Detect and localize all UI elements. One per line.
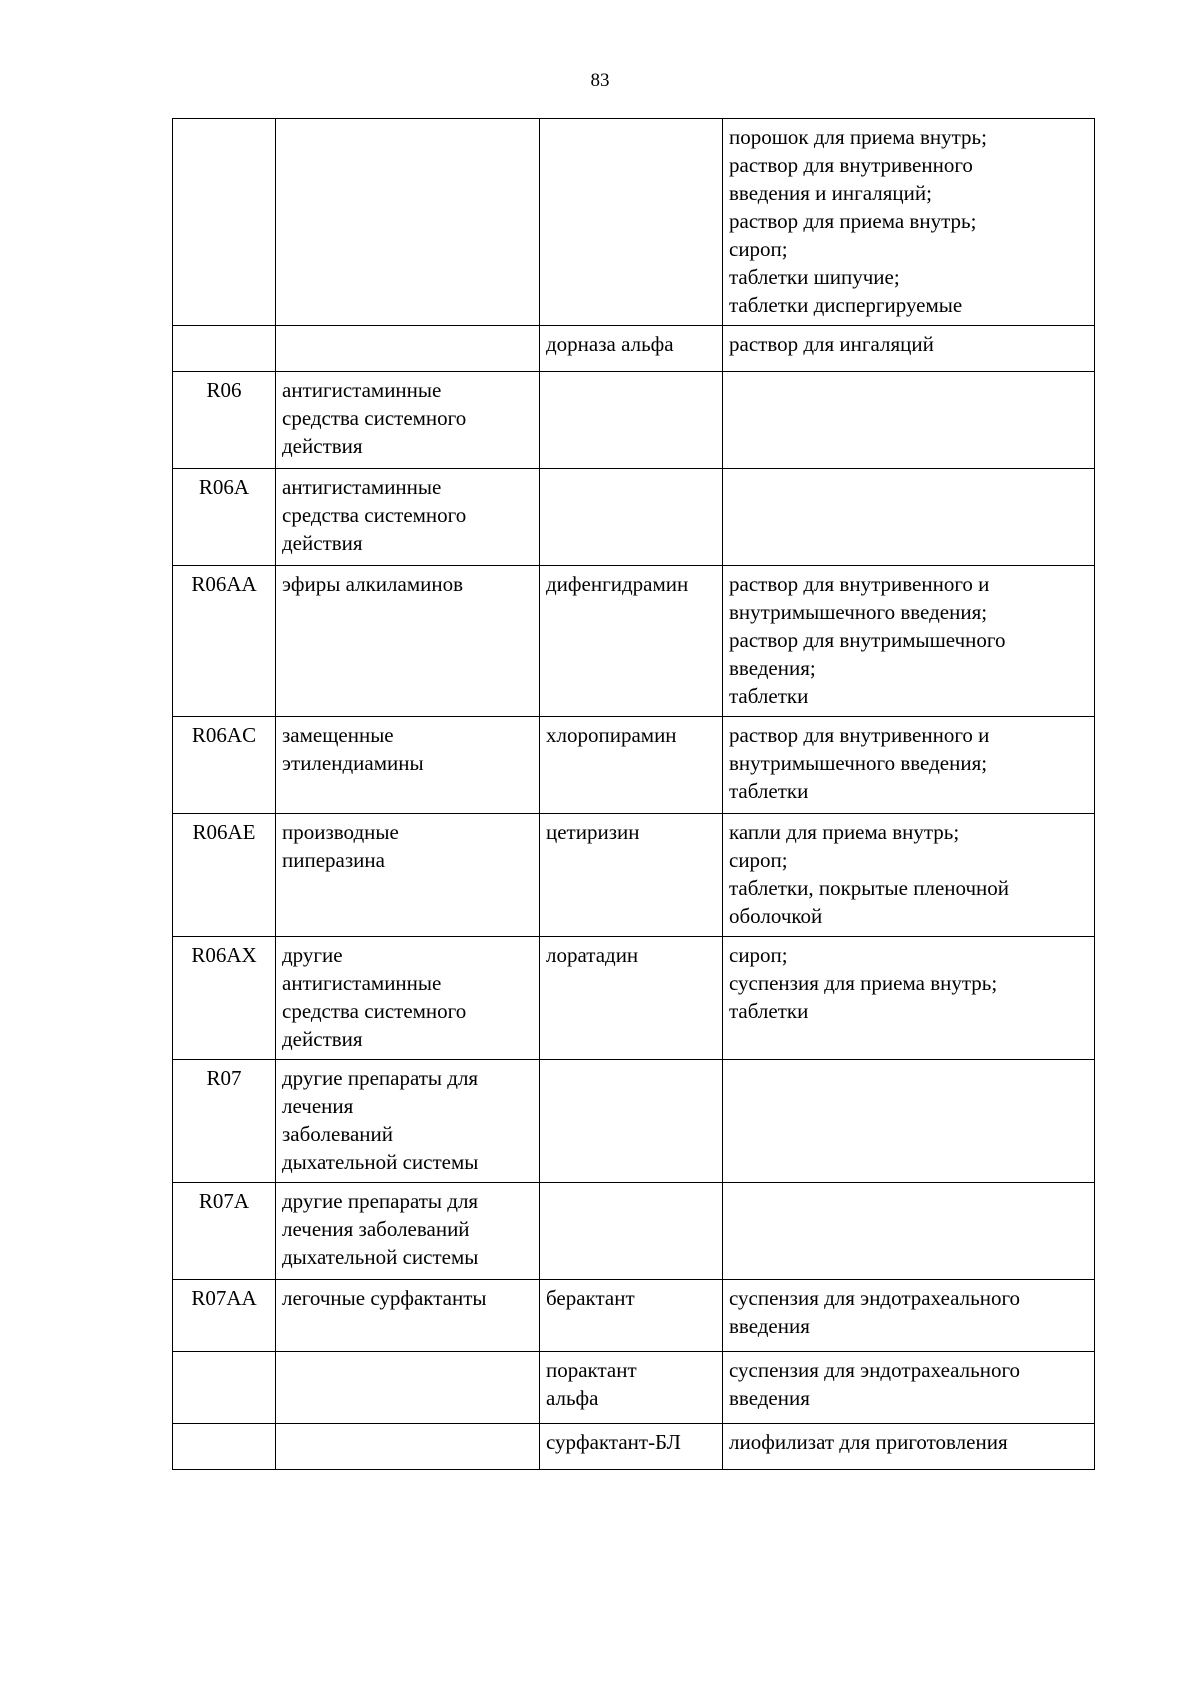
cell-line: действия xyxy=(282,531,363,555)
drug-name-cell xyxy=(540,1060,723,1183)
drug-name-cell xyxy=(540,1352,723,1424)
cell-line: суспензия для эндотрахеального xyxy=(729,1358,1021,1382)
dosage-forms-cell xyxy=(723,1183,1095,1280)
group-name-cell xyxy=(276,1060,540,1183)
group-name-cell xyxy=(276,469,540,566)
group-name-cell xyxy=(276,814,540,937)
cell-line: берактант xyxy=(546,1286,635,1310)
cell-line: средства системного xyxy=(282,999,467,1023)
dosage-forms-cell xyxy=(723,1424,1095,1470)
group-name-cell xyxy=(276,1183,540,1280)
cell-line: лиофилизат для приготовления xyxy=(729,1430,1008,1454)
group-name-cell xyxy=(276,566,540,717)
atc-code-cell xyxy=(173,1424,276,1470)
cell-line: порактант xyxy=(546,1358,637,1382)
cell-line: сироп; xyxy=(729,943,788,967)
cell-line: лоратадин xyxy=(546,943,639,967)
cell-line: антигистаминные xyxy=(282,971,442,995)
group-name-cell xyxy=(276,372,540,469)
drug-name-cell xyxy=(540,1424,723,1470)
dosage-forms-cell xyxy=(723,937,1095,1060)
table-row xyxy=(173,1280,1095,1352)
cell-line: дыхательной системы xyxy=(282,1150,479,1174)
cell-line: легочные сурфактанты xyxy=(282,1286,487,1310)
dosage-forms-cell xyxy=(723,566,1095,717)
cell-line: сироп; xyxy=(729,237,788,261)
cell-line: антигистаминные xyxy=(282,378,442,402)
cell-line: этилендиамины xyxy=(282,751,424,775)
cell-line: заболеваний xyxy=(282,1122,393,1146)
cell-line: антигистаминные xyxy=(282,475,442,499)
table-row xyxy=(173,326,1095,372)
atc-code-cell: R07A xyxy=(173,1183,276,1280)
table-row xyxy=(173,119,1095,326)
atc-code-cell xyxy=(173,1352,276,1424)
atc-code-cell: R06AX xyxy=(173,937,276,1060)
cell-line: средства системного xyxy=(282,406,467,430)
drug-name-cell xyxy=(540,566,723,717)
cell-line: другие препараты для xyxy=(282,1189,479,1213)
cell-line: дифенгидрамин xyxy=(546,572,689,596)
cell-line: другие xyxy=(282,943,343,967)
dosage-forms-cell xyxy=(723,1060,1095,1183)
table-row xyxy=(173,1183,1095,1280)
cell-line: суспензия для приема внутрь; xyxy=(729,971,998,995)
drug-name-cell xyxy=(540,326,723,372)
cell-line: раствор для внутривенного и xyxy=(729,723,990,747)
cell-line: суспензия для эндотрахеального xyxy=(729,1286,1021,1310)
cell-line: лечения заболеваний xyxy=(282,1217,470,1241)
cell-line: раствор для внутривенного xyxy=(729,153,973,177)
drug-name-cell xyxy=(540,119,723,326)
table-row xyxy=(173,1352,1095,1424)
cell-line: введения; xyxy=(729,656,816,680)
group-name-cell xyxy=(276,937,540,1060)
dosage-forms-cell xyxy=(723,372,1095,469)
table-row xyxy=(173,937,1095,1060)
cell-line: оболочкой xyxy=(729,904,823,928)
dosage-forms-cell xyxy=(723,1280,1095,1352)
table-row xyxy=(173,1060,1095,1183)
dosage-forms-cell xyxy=(723,1352,1095,1424)
cell-line: раствор для внутривенного и xyxy=(729,572,990,596)
drug-name-cell xyxy=(540,372,723,469)
atc-code-cell: R06AE xyxy=(173,814,276,937)
cell-line: сурфактант-БЛ xyxy=(546,1430,681,1454)
atc-code-cell xyxy=(173,119,276,326)
cell-line: введения и ингаляций; xyxy=(729,181,932,205)
dosage-forms-cell xyxy=(723,326,1095,372)
cell-line: таблетки, покрытые пленочной xyxy=(729,876,1010,900)
cell-line: таблетки диспергируемые xyxy=(729,293,963,317)
atc-code-cell: R06 xyxy=(173,372,276,469)
drug-name-cell xyxy=(540,469,723,566)
atc-code-cell: R06A xyxy=(173,469,276,566)
page-number: 83 xyxy=(590,70,610,91)
dosage-forms-cell xyxy=(723,717,1095,814)
cell-line: введения xyxy=(729,1386,810,1410)
cell-line: раствор для приема внутрь; xyxy=(729,209,977,233)
cell-line: таблетки xyxy=(729,999,809,1023)
cell-line: действия xyxy=(282,1027,363,1051)
group-name-cell xyxy=(276,326,540,372)
cell-line: цетиризин xyxy=(546,820,640,844)
cell-line: капли для приема внутрь; xyxy=(729,820,960,844)
cell-line: эфиры алкиламинов xyxy=(282,572,464,596)
dosage-forms-cell xyxy=(723,119,1095,326)
atc-code-cell: R07 xyxy=(173,1060,276,1183)
cell-line: действия xyxy=(282,434,363,458)
atc-code-cell: R06AA xyxy=(173,566,276,717)
cell-line: дорназа альфа xyxy=(546,332,674,356)
cell-line: средства системного xyxy=(282,503,467,527)
cell-line: замещенные xyxy=(282,723,394,747)
group-name-cell xyxy=(276,1424,540,1470)
atc-code-cell: R06AC xyxy=(173,717,276,814)
cell-line: хлоропирамин xyxy=(546,723,677,747)
table-row xyxy=(173,814,1095,937)
cell-line: внутримышечного введения; xyxy=(729,751,988,775)
dosage-forms-cell xyxy=(723,469,1095,566)
drug-name-cell xyxy=(540,814,723,937)
drug-table xyxy=(172,118,1095,1470)
table-row xyxy=(173,469,1095,566)
drug-name-cell xyxy=(540,1183,723,1280)
cell-line: таблетки xyxy=(729,684,809,708)
group-name-cell xyxy=(276,1280,540,1352)
cell-line: порошок для приема внутрь; xyxy=(729,125,987,149)
dosage-forms-cell xyxy=(723,814,1095,937)
cell-line: сироп; xyxy=(729,848,788,872)
group-name-cell xyxy=(276,119,540,326)
drug-name-cell xyxy=(540,1280,723,1352)
atc-code-cell xyxy=(173,326,276,372)
table-body xyxy=(173,119,1095,1470)
table-row xyxy=(173,566,1095,717)
cell-line: раствор для ингаляций xyxy=(729,332,934,356)
cell-line: таблетки xyxy=(729,779,809,803)
group-name-cell xyxy=(276,1352,540,1424)
atc-code-cell: R07AA xyxy=(173,1280,276,1352)
drug-name-cell xyxy=(540,717,723,814)
cell-line: внутримышечного введения; xyxy=(729,600,988,624)
table-row xyxy=(173,1424,1095,1470)
cell-line: таблетки шипучие; xyxy=(729,265,900,289)
table-row xyxy=(173,372,1095,469)
cell-line: лечения xyxy=(282,1094,354,1118)
cell-line: другие препараты для xyxy=(282,1066,479,1090)
cell-line: дыхательной системы xyxy=(282,1245,479,1269)
cell-line: пиперазина xyxy=(282,848,385,872)
cell-line: производные xyxy=(282,820,399,844)
drug-name-cell xyxy=(540,937,723,1060)
table-row xyxy=(173,717,1095,814)
group-name-cell xyxy=(276,717,540,814)
cell-line: альфа xyxy=(546,1386,599,1410)
cell-line: введения xyxy=(729,1314,810,1338)
cell-line: раствор для внутримышечного xyxy=(729,628,1006,652)
